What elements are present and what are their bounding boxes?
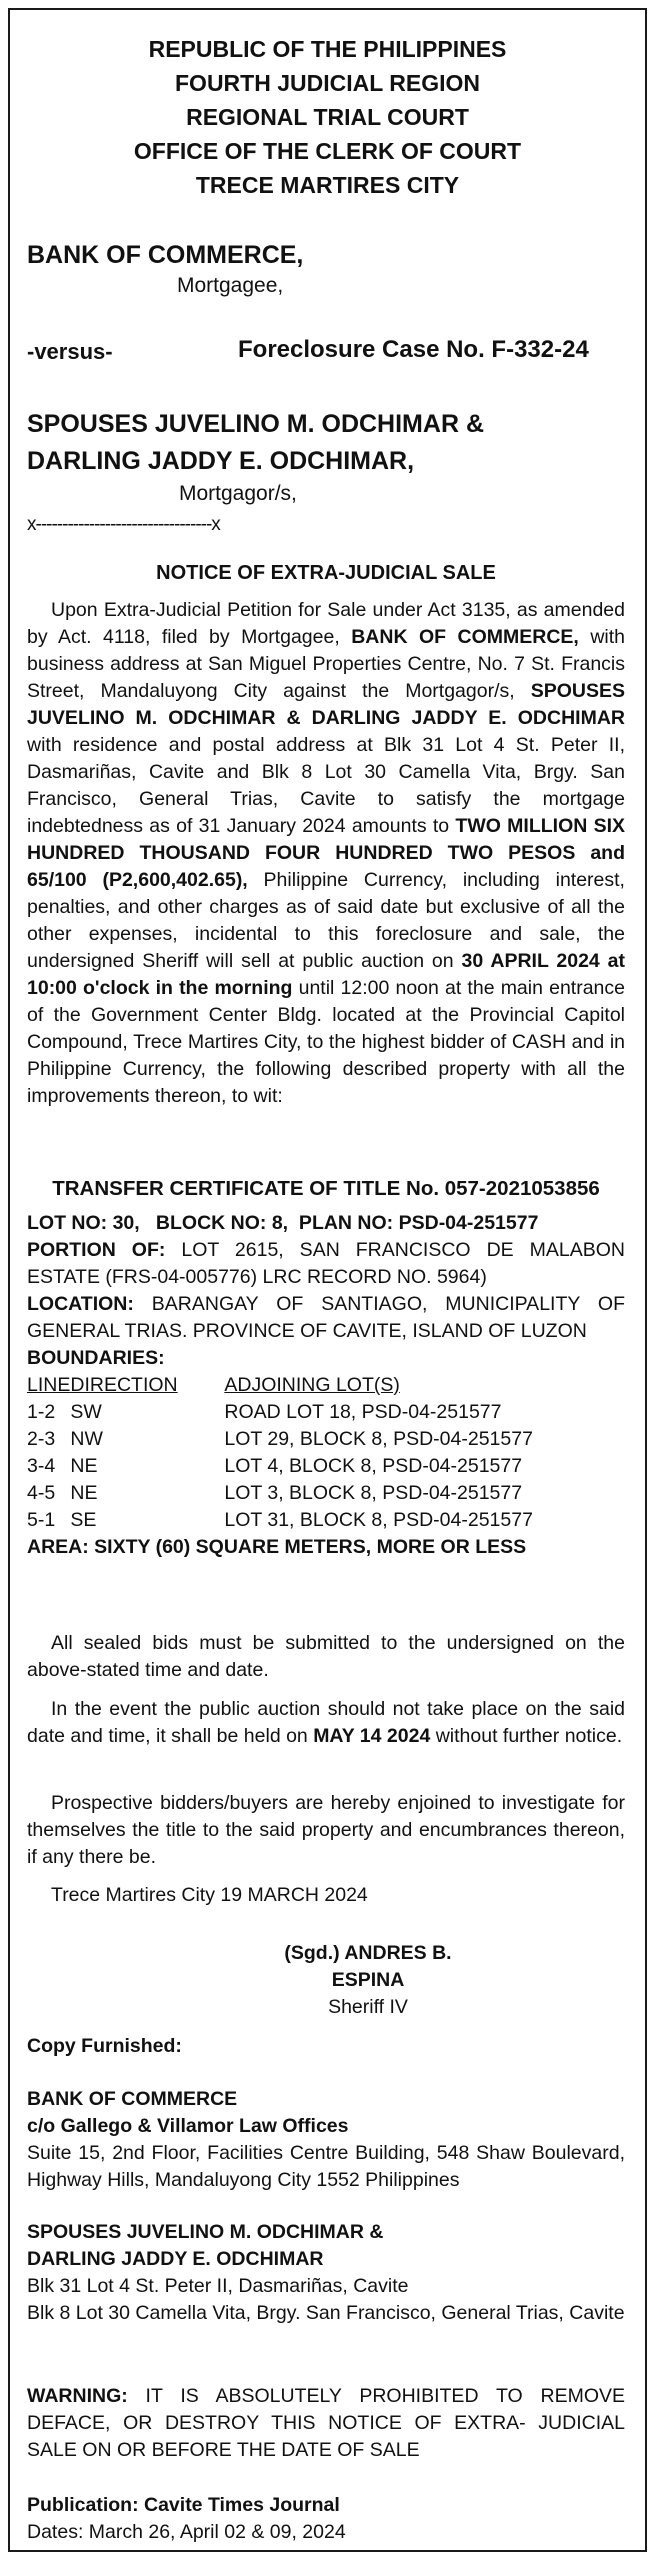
recipient-name: BANK OF COMMERCE [27, 2088, 238, 2110]
table-cell: NE [70, 1482, 98, 1504]
body-text: without further notice. [430, 1725, 623, 1747]
table-cell: 1-2 [27, 1401, 56, 1423]
location-label: LOCATION: [27, 1293, 134, 1315]
header-line: OFFICE OF THE CLERK OF COURT [133, 138, 522, 164]
copy-furnished-label: Copy Furnished: [27, 2035, 182, 2057]
table-cell: ROAD LOT 18, PSD-04-251577 [224, 1401, 502, 1423]
area-line: AREA: SIXTY (60) SQUARE METERS, MORE OR LESS [27, 1536, 527, 1558]
signatory-title: Sheriff IV [328, 1996, 408, 2018]
indebtedness-amount: TWO MILLION SIX HUNDRED THOUSAND FOUR HUNDRED TWO PESOS and 65/100 (P2,600,402.65), [27, 815, 625, 891]
table-cell: SW [70, 1401, 102, 1423]
warning-text: IT IS ABSOLUTELY PROHIBITED TO REMOVE DEFACE, OR DESTROY THIS NOTICE OF EXTRA- JUDICIAL SALE ON OR BEFORE THE DATE OF SALE [27, 2385, 625, 2461]
notice-body [27, 597, 625, 1110]
portion-label: PORTION OF: [27, 1239, 166, 1261]
bids-paragraph: All sealed bids must be submitted to the undersigned on the above-stated time and date. [27, 1632, 625, 1681]
case-number: Foreclosure Case No. F-332-24 [238, 336, 589, 363]
column-header: ADJOINING LOT(S) [224, 1374, 400, 1396]
postponement-paragraph [27, 1696, 625, 1750]
bidders-paragraph: Prospective bidders/buyers are hereby enjoined to investigate for themselves the title to the said property and encumbrances thereon, if any there be. [27, 1792, 625, 1868]
recipient-address: Blk 31 Lot 4 St. Peter II, Dasmariñas, Cavite [27, 2275, 409, 2297]
portion-text: LOT 2615, SAN FRANCISCO DE MALABON ESTATE (FRS-04-005776) LRC RECORD NO. 5964) [27, 1239, 625, 1288]
boundaries-label: BOUNDARIES: [27, 1347, 165, 1369]
warning-notice [27, 2383, 625, 2464]
recipient-bank [27, 2086, 625, 2194]
recipient-spouses [27, 2219, 625, 2327]
body-text: with business address at San Miguel Properties Centre, No. 7 St. Francis Street, Mandaluyong City against the Mortgagor/s, [27, 626, 625, 702]
table-cell: 3-4 [27, 1455, 56, 1477]
mortgagee-name: BANK OF COMMERCE, [351, 626, 579, 648]
defendant-line-1: SPOUSES JUVELINO M. ODCHIMAR & [27, 410, 484, 438]
table-cell: 4-5 [27, 1482, 56, 1504]
recipient-address: Suite 15, 2nd Floor, Facilities Centre Building, 548 Shaw Boulevard, Highway Hills, Mandaluyong City 1552 Philippines [27, 2142, 625, 2191]
table-cell: 5-1 [27, 1509, 56, 1531]
body-text: In the event the public auction should not take place on the said date and time, it shall be held on [27, 1698, 625, 1747]
property-description [27, 1210, 625, 1561]
notice-title: NOTICE OF EXTRA-JUDICIAL SALE [156, 562, 496, 584]
table-cell: LOT 29, BLOCK 8, PSD-04-251577 [224, 1428, 533, 1450]
publication-dates: Dates: March 26, April 02 & 09, 2024 [27, 2521, 346, 2543]
defendant-line-2: DARLING JADDY E. ODCHIMAR, [27, 447, 415, 475]
body-text: until 12:00 noon at the main entrance of the Government Center Bldg. located at the Provincial Capitol Compound, Trece Martires City, to the highest bidder of CASH and in Philippine Currency, the following described property with all the improvements thereon, to wit: [27, 977, 625, 1107]
plaintiff-name: BANK OF COMMERCE, [27, 241, 304, 269]
lot-details: LOT NO: 30, BLOCK NO: 8, PLAN NO: PSD-04-251577 [27, 1212, 539, 1234]
court-header [30, 32, 625, 202]
body-text: Upon Extra-Judicial Petition for Sale under Act 3135, as amended by Act. 4118, filed by Mortgagee, [27, 599, 625, 648]
auction-date: 30 APRIL 2024 at 10:00 o'clock in the morning [27, 950, 625, 999]
publication-block [27, 2492, 625, 2546]
caption-separator: x---------------------------------x [27, 514, 220, 535]
signatory-name: (Sgd.) ANDRES B. ESPINA [284, 1942, 452, 1991]
portion-of [27, 1237, 625, 1291]
dateline: Trece Martires City 19 MARCH 2024 [51, 1884, 368, 1906]
title-certificate: TRANSFER CERTIFICATE OF TITLE No. 057-2021053856 [52, 1177, 600, 1200]
table-cell: 2-3 [27, 1428, 56, 1450]
body-text: Philippine Currency, including interest, penalties, and other charges as of said date but exclusive of all the other expenses, incidental to this foreclosure and sale, the undersigned Sheriff will sell at public auction on [27, 869, 625, 972]
column-header: LINE [27, 1374, 71, 1396]
table-header-row [27, 1372, 533, 1399]
publication-name: Publication: Cavite Times Journal [27, 2494, 340, 2516]
versus-label: -versus- [27, 339, 113, 364]
table-cell: LOT 31, BLOCK 8, PSD-04-251577 [224, 1509, 533, 1531]
table-cell: SE [70, 1509, 97, 1531]
header-line: REPUBLIC OF THE PHILIPPINES [148, 36, 507, 62]
alternate-date: MAY 14 2024 [313, 1725, 431, 1747]
table-row [27, 1453, 533, 1480]
table-row [27, 1399, 533, 1426]
location-text: BARANGAY OF SANTIAGO, MUNICIPALITY OF GENERAL TRIAS. PROVINCE OF CAVITE, ISLAND OF LUZON [27, 1293, 625, 1342]
plaintiff-role: Mortgagee, [177, 274, 284, 297]
table-cell: LOT 3, BLOCK 8, PSD-04-251577 [224, 1482, 523, 1504]
body-text: with residence and postal address at Blk 31 Lot 4 St. Peter II, Dasmariñas, Cavite and Blk 8 Lot 30 Camella Vita, Brgy. San Francisco, General Trias, Cavite to satisfy the mortgage indebtedness as of 31 January 2024 amounts to [27, 734, 625, 837]
table-row [27, 1507, 533, 1534]
recipient-address: Blk 8 Lot 30 Camella Vita, Brgy. San Francisco, General Trias, Cavite [27, 2302, 625, 2324]
header-line: TRECE MARTIRES CITY [195, 172, 460, 198]
mortgagor-names: SPOUSES JUVELINO M. ODCHIMAR & DARLING JADDY E. ODCHIMAR [27, 680, 625, 729]
header-line: REGIONAL TRIAL COURT [186, 104, 469, 130]
table-row [27, 1426, 533, 1453]
warning-label: WARNING: [27, 2385, 128, 2407]
location [27, 1291, 625, 1345]
defendant-role: Mortgagor/s, [179, 482, 297, 505]
column-header: DIRECTION [70, 1374, 178, 1396]
table-cell: LOT 4, BLOCK 8, PSD-04-251577 [224, 1455, 523, 1477]
signature-block [253, 1940, 483, 2021]
recipient-name: SPOUSES JUVELINO M. ODCHIMAR & [27, 2221, 384, 2243]
boundaries-table [27, 1372, 533, 1534]
table-cell: NE [70, 1455, 98, 1477]
table-cell: NW [70, 1428, 103, 1450]
recipient-care-of: c/o Gallego & Villamor Law Offices [27, 2115, 349, 2137]
header-line: FOURTH JUDICIAL REGION [175, 70, 480, 96]
recipient-name: DARLING JADDY E. ODCHIMAR [27, 2248, 324, 2270]
table-row [27, 1480, 533, 1507]
